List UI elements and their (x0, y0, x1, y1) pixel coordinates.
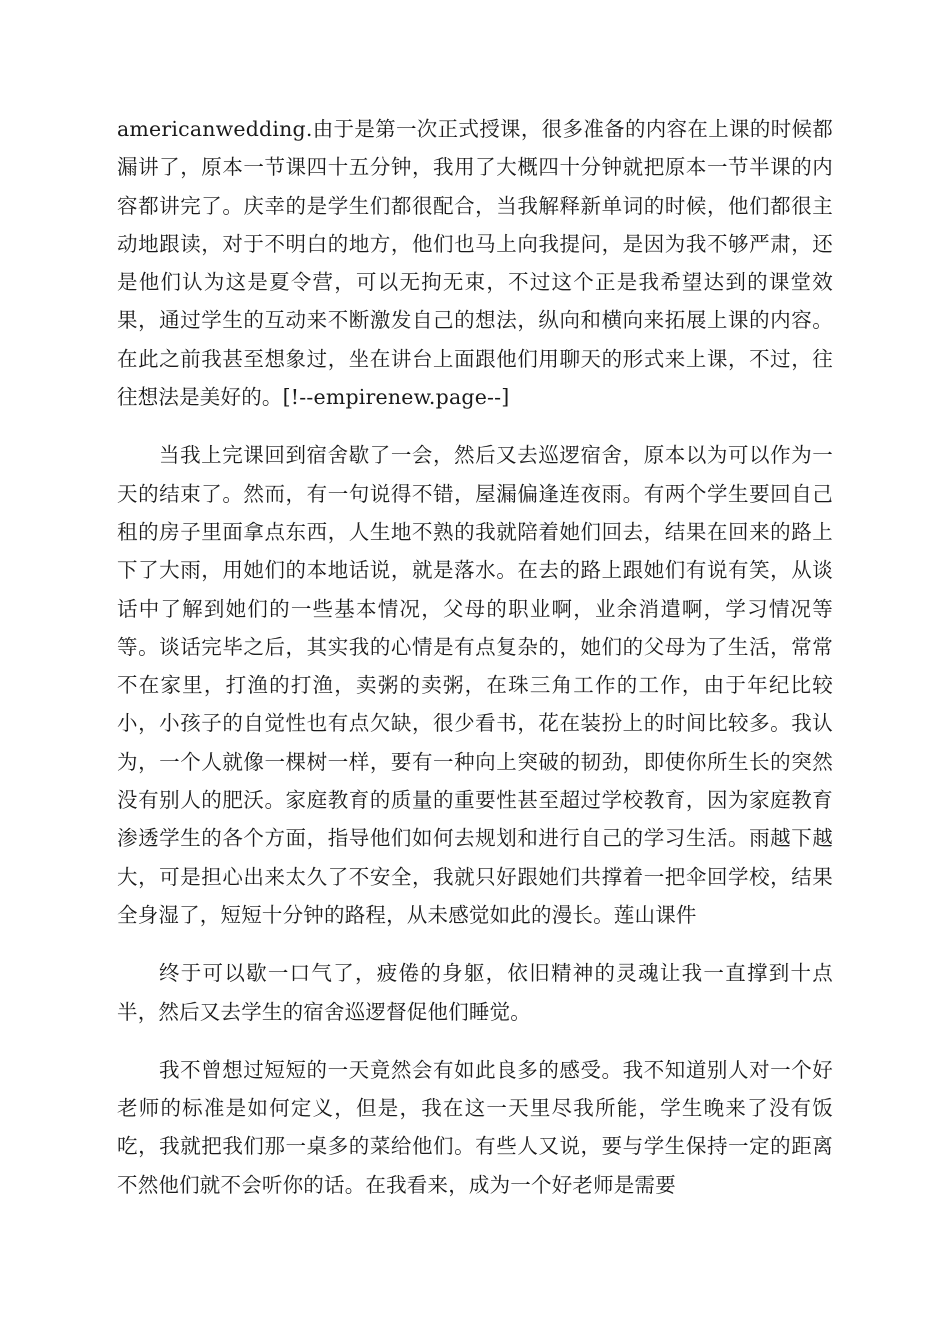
paragraph-2: 当我上完课回到宿舍歇了一会，然后又去巡逻宿舍，原本以为可以作为一天的结束了。然而，有一句说得不错，屋漏偏逢连夜雨。有两个学生要回自己租的房子里面拿点东西，人生地不熟的我就陪着她们回去，结果在回来的路上下了大雨，用她们的本地话说，就是落水。在去的路上跟她们有说有笑，从谈话中了解到她们的一些基本情况，父母的职业啊，业余消遣啊，学习情况等等。谈话完毕之后，其实我的心情是有点复杂的，她们的父母为了生活，常常不在家里，打渔的打渔，卖粥的卖粥，在珠三角工作的工作，由于年纪比较小，小孩子的自觉性也有点欠缺，很少看书，花在装扮上的时间比较多。我认为，一个人就像一棵树一样，要有一种向上突破的韧劲，即使你所生长的突然没有别人的肥沃。家庭教育的质量的重要性甚至超过学校教育，因为家庭教育渗透学生的各个方面，指导他们如何去规划和进行自己的学习生活。雨越下越大，可是担心出来太久了不安全，我就只好跟她们共撑着一把伞回学校，结果全身湿了，短短十分钟的路程，从未感觉如此的漫长。莲山课件 (117, 443, 833, 927)
paragraph-1: americanwedding.由于是第一次正式授课，很多准备的内容在上课的时候都漏讲了，原本一节课四十五分钟，我用了大概四十分钟就把原本一节半课的内容都讲完了。庆幸的是学生们都很配合，当我解释新单词的时候，他们都很主动地跟读，对于不明白的地方，他们也马上向我提问，是因为我不够严肃，还是他们认为这是夏令营，可以无拘无束，不过这个正是我希望达到的课堂效果，通过学生的互动来不断激发自己的想法，纵向和横向来拓展上课的内容。在此之前我甚至想象过，坐在讲台上面跟他们用聊天的形式来上课，不过，往往想法是美好的。[!--empirenew.page--] (117, 117, 833, 410)
paragraph-4: 我不曾想过短短的一天竟然会有如此良多的感受。我不知道别人对一个好老师的标准是如何定义，但是，我在这一天里尽我所能，学生晚来了没有饭吃，我就把我们那一桌多的菜给他们。有些人又说，要与学生保持一定的距离不然他们就不会听你的话。在我看来，成为一个好老师是需要 (117, 1057, 833, 1197)
document-body (117, 110, 833, 1224)
paragraph-3: 终于可以歇一口气了，疲倦的身躯，依旧精神的灵魂让我一直撑到十点半，然后又去学生的宿舍巡逻督促他们睡觉。 (117, 961, 833, 1024)
